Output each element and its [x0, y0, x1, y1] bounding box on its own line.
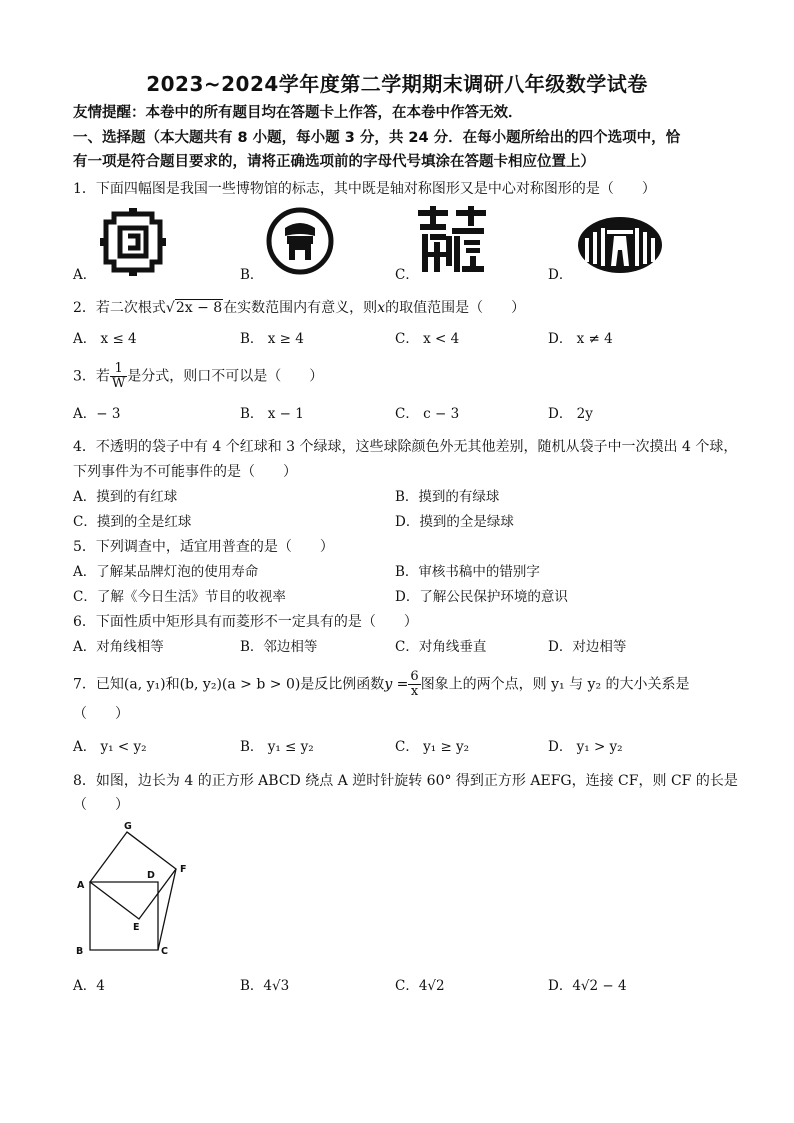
q3-stem: [73, 362, 323, 391]
q8-option-c[interactable]: C．4√2: [395, 978, 445, 994]
q6-option-b[interactable]: B．邻边相等: [240, 639, 318, 655]
q2-option-b[interactable]: B． x ≥ 4: [240, 331, 304, 347]
square-abcd: [90, 882, 158, 950]
q5-option-b[interactable]: B．审核书稿中的错别字: [395, 564, 540, 580]
museum-logo-d-icon: [577, 216, 663, 274]
q7-stem-prefix: 7．已知(a, y₁)和(b, y₂)(a > b > 0)是反比例函数: [73, 676, 385, 693]
q4-option-a[interactable]: A．摸到的有红球: [73, 489, 178, 505]
q7-stem-line2: （ ）: [73, 706, 129, 722]
square-aefg: [90, 832, 176, 919]
q8-stem-line1: 8．如图，边长为 4 的正方形 ABCD 绕点 A 逆时针旋转 60° 得到正方形 AEFG，连接 CF，则 CF 的长是: [73, 773, 738, 789]
q3-option-d[interactable]: D． 2y: [548, 406, 593, 422]
label-f: F: [180, 864, 187, 875]
q1-stem: 1．下面四幅图是我国一些博物馆的标志，其中既是轴对称图形又是中心对称图形的是（ ）: [73, 181, 656, 197]
q8-option-b[interactable]: B．4√3: [240, 978, 290, 994]
q7-option-b[interactable]: B． y₁ ≤ y₂: [240, 739, 314, 755]
q2-option-a[interactable]: A． x ≤ 4: [73, 331, 137, 347]
q2-stem-suffix: 在实数范围内有意义，则: [223, 300, 378, 316]
q7-fraction: [408, 670, 420, 699]
q3-option-b[interactable]: B． x − 1: [240, 406, 304, 422]
section-heading-line1: 一、选择题（本大题共有 8 小题，每小题 3 分，共 24 分．在每小题所给出的四个选项中，恰: [73, 130, 681, 146]
q4-option-d[interactable]: D．摸到的全是绿球: [395, 514, 514, 530]
q5-option-d[interactable]: D．了解公民保护环境的意识: [395, 589, 568, 605]
q3-frac-numerator: 1: [110, 362, 127, 377]
label-e: E: [133, 922, 140, 933]
label-g: G: [124, 821, 132, 832]
q6-option-c[interactable]: C．对角线垂直: [395, 639, 487, 655]
q7-stem: [73, 670, 690, 699]
q3-option-c[interactable]: C． c − 3: [395, 406, 460, 422]
q1-option-a[interactable]: A．: [73, 267, 97, 283]
q2-option-c[interactable]: C． x < 4: [395, 331, 460, 347]
q2-sqrt-sign: √: [165, 300, 175, 316]
q8-geometry-figure: [70, 818, 194, 960]
q4-option-c[interactable]: C．摸到的全是红球: [73, 514, 192, 530]
q3-stem-prefix: 3．若: [73, 368, 110, 385]
q7-frac-denominator: x: [410, 684, 419, 699]
q6-stem: 6．下面性质中矩形具有而菱形不一定具有的是（ ）: [73, 614, 418, 630]
label-b: B: [76, 946, 84, 957]
q3-option-a[interactable]: A．− 3: [73, 406, 121, 422]
q2-stem: [73, 298, 525, 318]
q4-stem-line1: 4．不透明的袋子中有 4 个红球和 3 个绿球，这些球除颜色外无其他差别，随机从袋子中一次摸出 4 个球，: [73, 439, 738, 455]
q5-option-a[interactable]: A．了解某品牌灯泡的使用寿命: [73, 564, 259, 580]
q4-stem-line2: 下列事件为不可能事件的是（ ）: [73, 464, 297, 480]
q2-option-d[interactable]: D． x ≠ 4: [548, 331, 613, 347]
section-heading-line2: 有一项是符合题目要求的，请将正确选项前的字母代号填涂在答题卡相应位置上）: [73, 154, 595, 170]
page-title: 2023~2024学年度第二学期期末调研八年级数学试卷: [146, 72, 648, 96]
q2-variable: x: [377, 300, 386, 316]
q1-option-b[interactable]: B．: [240, 267, 264, 283]
q7-option-a[interactable]: A． y₁ < y₂: [73, 739, 147, 755]
q4-option-b[interactable]: B．摸到的有绿球: [395, 489, 500, 505]
label-c: C: [161, 946, 168, 957]
q6-option-a[interactable]: A．对角线相等: [73, 639, 164, 655]
label-d: D: [147, 870, 155, 881]
q8-option-a[interactable]: A．4: [73, 978, 105, 994]
q7-frac-numerator: 6: [410, 669, 419, 684]
q2-stem-end: 的取值范围是（ ）: [385, 300, 526, 316]
reminder-text: 友情提醒：本卷中的所有题目均在答题卡上作答，在本卷中作答无效．: [73, 105, 523, 121]
museum-logo-a-icon: [100, 208, 166, 276]
q3-stem-suffix: 是分式，则口不可以是（ ）: [127, 368, 324, 385]
q7-stem-suffix: 图象上的两个点，则 y₁ 与 y₂ 的大小关系是: [420, 676, 690, 693]
q7-function-lhs: y =: [384, 676, 409, 693]
q2-stem-prefix: 2．若二次根式: [73, 300, 166, 316]
q2-radicand: 2x − 8: [175, 300, 223, 316]
q8-option-d[interactable]: D．4√2 − 4: [548, 978, 627, 994]
q6-option-d[interactable]: D．对边相等: [548, 639, 627, 655]
q3-fraction: [110, 362, 127, 391]
label-a: A: [77, 880, 85, 891]
q7-option-d[interactable]: D． y₁ > y₂: [548, 739, 623, 755]
q1-option-d[interactable]: D．: [548, 267, 573, 283]
q7-option-c[interactable]: C． y₁ ≥ y₂: [395, 739, 470, 755]
museum-logo-c-icon: [418, 206, 486, 274]
q5-stem: 5．下列调查中，适宜用普查的是（ ）: [73, 539, 334, 555]
museum-logo-b-icon: [265, 206, 335, 276]
q8-stem-line2: （ ）: [73, 797, 129, 813]
q1-option-c[interactable]: C．: [395, 267, 419, 283]
q3-frac-denominator: W: [111, 376, 126, 391]
q5-option-c[interactable]: C．了解《今日生活》节目的收视率: [73, 589, 286, 605]
